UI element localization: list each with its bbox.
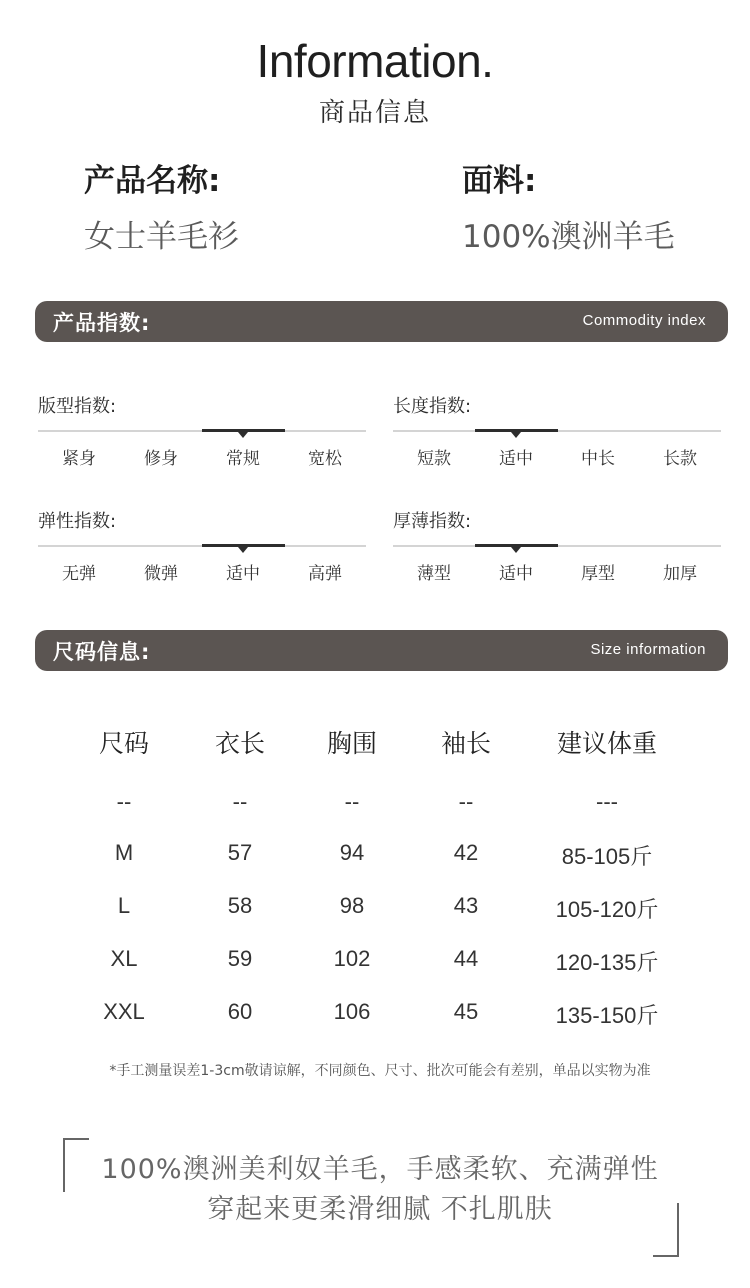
index-scale-line (393, 430, 721, 469)
size-table-cell: 45 (453, 999, 479, 1024)
size-table-cell: 60 (227, 999, 253, 1024)
marker-pointer-icon (511, 547, 521, 553)
marker-pointer-icon (238, 432, 248, 438)
feature-quote-line-2: 穿起来更柔滑细腻 不扎肌肤 (207, 1194, 553, 1225)
size-table-header: 胸围 (326, 729, 377, 758)
size-table-cell: -- (116, 789, 132, 814)
size-table-header: 袖长 (440, 729, 491, 758)
size-table-cell: 58 (227, 893, 253, 918)
index-block (38, 392, 366, 472)
index-block (393, 392, 721, 472)
size-table-cell: XL (110, 946, 138, 971)
index-selected-marker (475, 544, 558, 547)
size-information-subtitle: Size information (590, 641, 706, 658)
size-table-cell: 105-120斤 (555, 897, 659, 922)
size-table-cell: 57 (227, 840, 253, 865)
size-table-cell: 94 (339, 840, 365, 865)
index-option: 长款 (663, 449, 697, 469)
size-table-cell: 59 (227, 946, 253, 971)
index-scale-line (393, 545, 721, 584)
index-option: 紧身 (62, 449, 96, 469)
index-title: 厚薄指数: (393, 511, 472, 532)
feature-quote (0, 1150, 750, 1230)
size-table-cell: XXL (103, 999, 145, 1024)
size-table-cell: 43 (453, 893, 479, 918)
size-table-cell: M (114, 840, 134, 865)
size-table-cell: --- (596, 789, 618, 814)
index-block (38, 507, 366, 587)
index-title: 弹性指数: (38, 511, 117, 532)
size-information-bar (35, 630, 728, 671)
index-selected-marker (475, 429, 558, 432)
size-table-cell: 42 (453, 840, 479, 865)
index-option: 无弹 (62, 564, 96, 584)
size-table-cell: 120-135斤 (555, 950, 659, 975)
material-value: 100%澳洲羊毛 (462, 219, 675, 255)
index-selected-marker (202, 429, 285, 432)
index-selected-marker (202, 544, 285, 547)
index-option: 薄型 (417, 564, 451, 584)
marker-pointer-icon (238, 547, 248, 553)
size-table-cell: 44 (453, 946, 479, 971)
index-title: 版型指数: (38, 396, 117, 417)
size-table-cell: 98 (339, 893, 365, 918)
index-option: 适中 (499, 564, 533, 584)
marker-pointer-icon (511, 432, 521, 438)
index-block (393, 507, 721, 587)
page-title: Information. (256, 35, 494, 87)
measurement-note: *手工测量误差1-3cm敬请谅解，不同颜色、尺寸、批次可能会有差别，单品以实物为准 (109, 1063, 651, 1079)
index-option: 中长 (581, 449, 615, 469)
index-option: 适中 (499, 449, 533, 469)
size-table-cell: 106 (333, 999, 371, 1024)
commodity-index-bar (35, 301, 728, 342)
commodity-index-title: 产品指数: (53, 311, 151, 335)
size-table-cell: L (117, 893, 131, 918)
index-option: 微弹 (144, 564, 178, 584)
index-option: 短款 (417, 449, 451, 469)
size-table-header: 衣长 (214, 729, 265, 758)
index-option: 厚型 (581, 564, 615, 584)
index-option: 修身 (144, 449, 178, 469)
size-table-header: 建议体重 (556, 729, 657, 758)
size-table-cell: 85-105斤 (561, 844, 653, 869)
size-table-cell: -- (344, 789, 360, 814)
quote-bracket-close (653, 1203, 679, 1257)
index-scale-line (38, 545, 366, 584)
index-title: 长度指数: (393, 396, 472, 417)
size-table-header: 尺码 (98, 729, 149, 758)
page-subtitle: 商品信息 (318, 98, 431, 128)
size-table-cell: -- (232, 789, 248, 814)
material-label: 面料: (462, 163, 537, 199)
size-table-cell: 102 (333, 946, 371, 971)
index-scale-line (38, 430, 366, 469)
index-option: 适中 (226, 564, 260, 584)
feature-quote-line-1: 100%澳洲美利奴羊毛，手感柔软、充满弹性 (101, 1154, 659, 1185)
commodity-index-subtitle: Commodity index (582, 312, 706, 329)
index-option: 高弹 (308, 564, 342, 584)
size-information-title: 尺码信息: (53, 640, 151, 664)
product-name-value: 女士羊毛衫 (84, 219, 239, 255)
size-table-cell: 135-150斤 (555, 1003, 659, 1028)
index-option: 加厚 (663, 564, 697, 584)
index-option: 宽松 (308, 449, 342, 469)
index-option: 常规 (226, 449, 260, 469)
product-name-label: 产品名称: (84, 163, 221, 199)
size-table-cell: -- (458, 789, 474, 814)
